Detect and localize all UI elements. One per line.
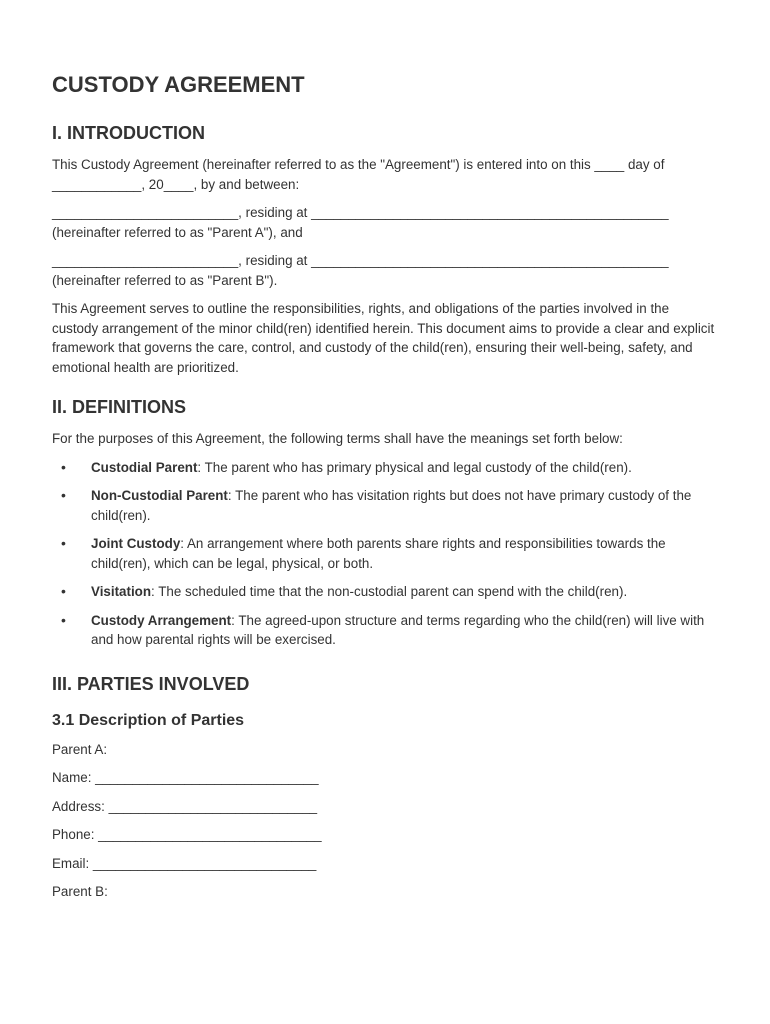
definition-term: Custodial Parent [91, 459, 198, 475]
intro-paragraph-date: This Custody Agreement (hereinafter referred to as the "Agreement") is entered into on this ____ day of ____________, 20____, by and between: [52, 157, 665, 192]
parent-a-label: Parent A: [52, 741, 108, 757]
definitions-list [52, 458, 718, 650]
definitions-lead: For the purposes of this Agreement, the following terms shall have the meanings set forth below: [52, 431, 623, 446]
bullet-icon: • [61, 611, 66, 628]
list-item [52, 611, 718, 650]
list-item [52, 534, 718, 573]
phone-field: Phone: ______________________________ [52, 827, 322, 842]
definitions-heading: II. DEFINITIONS [52, 397, 187, 417]
bullet-icon: • [61, 458, 66, 475]
parties-subheading: 3.1 Description of Parties [52, 711, 245, 729]
parties-heading: III. PARTIES INVOLVED [52, 673, 250, 694]
introduction-section [52, 121, 718, 377]
parties-section [52, 672, 718, 902]
definitions-section [52, 395, 718, 650]
definition-term: Non-Custodial Parent [91, 488, 228, 503]
parent-b-label: Parent B: [52, 884, 108, 899]
introduction-heading: I. INTRODUCTION [52, 123, 205, 143]
bullet-icon: • [61, 487, 66, 503]
definition-text: : The agreed-upon structure and terms regarding who the child(ren) will live with and how parental rights will be exercised. [91, 612, 705, 647]
document-title: CUSTODY AGREEMENT [52, 72, 305, 97]
intro-paragraph-purpose: This Agreement serves to outline the responsibilities, rights, and obligations of the parties involved in the custody arrangement of the minor child(ren) identified herein. This document aims to provide a clear and explicit framework that governs the care, control, and custody of the child(ren), ensuring their well-being, safety, and emotional health are prioritized. [52, 301, 715, 375]
intro-paragraph-parent-b: _________________________, residing at ________________________________________________ (hereinafter referred to as "Parent B"). [52, 253, 669, 288]
definition-term: Visitation [91, 584, 152, 599]
definition-text: : The parent who has primary physical and legal custody of the child(ren). [197, 459, 632, 475]
definition-text: : The parent who has visitation rights but does not have primary custody of the child(ren). [91, 488, 692, 523]
bullet-icon: • [61, 535, 66, 551]
address-field: Address: ____________________________ [52, 798, 318, 814]
definition-term: Joint Custody [91, 536, 181, 551]
definition-text: : An arrangement where both parents share rights and responsibilities towards the child(ren), which can be legal, physical, or both. [91, 536, 666, 571]
definition-term: Custody Arrangement [91, 612, 232, 628]
list-item [52, 458, 718, 478]
name-field: Name: ______________________________ [52, 770, 319, 785]
email-field: Email: ______________________________ [52, 855, 317, 871]
intro-paragraph-parent-a: _________________________, residing at ________________________________________________ (hereinafter referred to as "Parent A"), and [52, 205, 669, 240]
list-item [52, 582, 718, 602]
definition-text: : The scheduled time that the non-custodial parent can spend with the child(ren). [151, 584, 628, 599]
bullet-icon: • [61, 583, 66, 599]
list-item [52, 486, 718, 525]
